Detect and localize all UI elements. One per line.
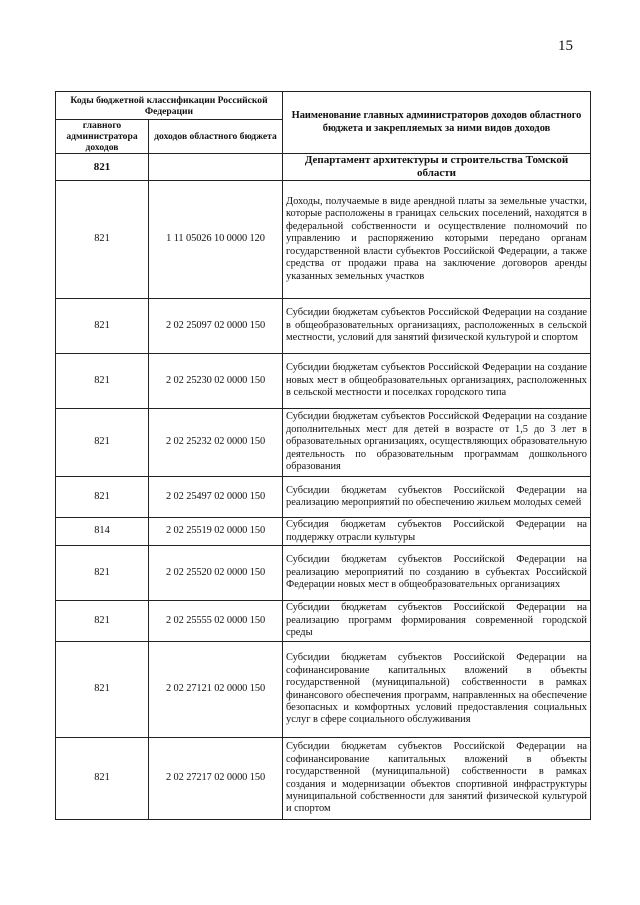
row-admin-code: 821 (56, 354, 149, 409)
budget-classification-table (55, 91, 591, 820)
row-admin-code: 814 (56, 518, 149, 546)
page-number: 15 (558, 38, 573, 54)
row-income-code: 2 02 27217 02 0000 150 (149, 738, 283, 820)
header-group-title: Коды бюджетной классификации Российской Федерации (56, 92, 283, 120)
row-income-name: Субсидии бюджетам субъектов Российской Федерации на реализацию мероприятий по обеспечению жильем молодых семей (283, 477, 591, 518)
row-income-name: Субсидии бюджетам субъектов Российской Федерации на софинансирование капитальных вложений в объекты государственной (муниципальной) собственности в рамках финансового обеспечения программ, направленных на обеспечение безопасных и комфортных условий предоставления социальных услуг в сфере социального обслуживания (283, 642, 591, 738)
row-income-code: 2 02 25230 02 0000 150 (149, 354, 283, 409)
header-col-income: доходов областного бюджета (149, 120, 283, 154)
row-income-code: 2 02 25232 02 0000 150 (149, 409, 283, 477)
row-admin-code: 821 (56, 181, 149, 299)
row-income-name: Субсидии бюджетам субъектов Российской Федерации на создание в общеобразовательных организациях, расположенных в сельской местности, условий для занятий физической культурой и спортом (283, 299, 591, 354)
department-empty-cell (149, 154, 283, 181)
row-admin-code: 821 (56, 546, 149, 601)
row-income-code: 2 02 25497 02 0000 150 (149, 477, 283, 518)
table-row (56, 477, 591, 518)
row-income-name: Субсидии бюджетам субъектов Российской Федерации на реализацию мероприятий по созданию в субъектах Российской Федерации новых мест в общеобразовательных организациях (283, 546, 591, 601)
row-admin-code: 821 (56, 299, 149, 354)
row-admin-code: 821 (56, 642, 149, 738)
row-admin-code: 821 (56, 738, 149, 820)
row-income-name: Субсидии бюджетам субъектов Российской Федерации на создание дополнительных мест для детей в возрасте от 1,5 до 3 лет в образовательных организациях, осуществляющих образовательную деятельность по образовательным программам дошкольного образования (283, 409, 591, 477)
table-row (56, 354, 591, 409)
table-row (56, 738, 591, 820)
table-row (56, 299, 591, 354)
row-income-code: 1 11 05026 10 0000 120 (149, 181, 283, 299)
row-income-name: Субсидии бюджетам субъектов Российской Федерации на создание новых мест в общеобразовательных организациях, расположенных в сельской местности и поселках городского типа (283, 354, 591, 409)
table-row (56, 181, 591, 299)
row-income-code: 2 02 25555 02 0000 150 (149, 601, 283, 642)
header-col-name: Наименование главных администраторов доходов областного бюджета и закрепляемых за ними видов доходов (283, 92, 591, 154)
table-row (56, 642, 591, 738)
row-income-code: 2 02 25519 02 0000 150 (149, 518, 283, 546)
table-row (56, 409, 591, 477)
row-income-code: 2 02 25520 02 0000 150 (149, 546, 283, 601)
row-income-name: Субсидия бюджетам субъектов Российской Федерации на поддержку отрасли культуры (283, 518, 591, 546)
row-income-name: Доходы, получаемые в виде арендной платы за земельные участки, которые расположены в границах сельских поселений, находятся в федеральной собственности и осуществление полномочий по управлению и распоряжению которыми передано органам государственной власти субъектов Российской Федерации, а также средства от продажи права на заключение договоров аренды указанных земельных участков (283, 181, 591, 299)
row-income-code: 2 02 27121 02 0000 150 (149, 642, 283, 738)
row-income-name: Субсидии бюджетам субъектов Российской Федерации на реализацию программ формирования современной городской среды (283, 601, 591, 642)
row-income-code: 2 02 25097 02 0000 150 (149, 299, 283, 354)
table-row (56, 601, 591, 642)
row-income-name: Субсидии бюджетам субъектов Российской Федерации на софинансирование капитальных вложений в объекты государственной (муниципальной) собственности в рамках создания и модернизации объектов спортивной инфраструктуры муниципальной собственности для занятий физической культурой и спортом (283, 738, 591, 820)
department-code: 821 (56, 154, 149, 181)
row-admin-code: 821 (56, 601, 149, 642)
row-admin-code: 821 (56, 409, 149, 477)
department-name: Департамент архитектуры и строительства Томской области (283, 154, 591, 181)
header-col-admin: главного администратора доходов (56, 120, 149, 154)
table-row (56, 518, 591, 546)
row-admin-code: 821 (56, 477, 149, 518)
table-row (56, 546, 591, 601)
